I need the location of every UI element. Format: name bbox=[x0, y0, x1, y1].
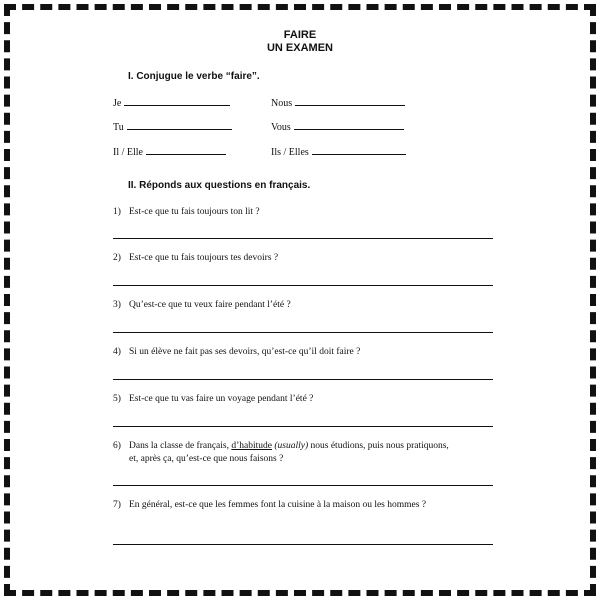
title-line-1: FAIRE bbox=[283, 29, 317, 41]
conj-vous-label: Vous bbox=[271, 122, 291, 133]
conj-je bbox=[113, 96, 230, 109]
question-text: Est-ce que tu fais toujours ton lit ? bbox=[129, 207, 260, 217]
question-number: 7) bbox=[113, 500, 121, 510]
question-6 bbox=[113, 440, 493, 468]
title-line-2: UN EXAMEN bbox=[266, 42, 333, 54]
question-text-part: Dans la classe de français, bbox=[129, 441, 232, 451]
answer-line-1[interactable] bbox=[113, 238, 493, 239]
question-number: 5) bbox=[113, 394, 121, 404]
answer-line-6[interactable] bbox=[113, 485, 493, 486]
conj-tu-label: Tu bbox=[113, 122, 124, 133]
conj-ils-label: Ils / Elles bbox=[271, 147, 309, 158]
question-number: 4) bbox=[113, 347, 121, 357]
answer-line-2[interactable] bbox=[113, 285, 493, 286]
question-text: Qu’est-ce que tu veux faire pendant l’été ? bbox=[129, 300, 291, 310]
question-number: 1) bbox=[113, 207, 121, 217]
question-text: Si un élève ne fait pas ses devoirs, qu’est-ce qu’il doit faire ? bbox=[129, 347, 361, 357]
conj-tu bbox=[113, 120, 232, 133]
italic-translation: (usually) bbox=[274, 441, 309, 451]
conj-je-label: Je bbox=[113, 98, 122, 109]
question-number: 3) bbox=[113, 300, 121, 310]
conj-tu-blank[interactable] bbox=[127, 120, 232, 130]
question-text: Est-ce que tu fais toujours tes devoirs ? bbox=[129, 253, 279, 263]
conj-ils-blank[interactable] bbox=[312, 145, 406, 155]
conj-il-blank[interactable] bbox=[146, 145, 226, 155]
answer-line-7[interactable] bbox=[113, 544, 493, 545]
underlined-term: d’habitude bbox=[231, 441, 272, 451]
conj-je-blank[interactable] bbox=[124, 96, 230, 106]
conj-nous-blank[interactable] bbox=[295, 96, 405, 106]
question-text: Est-ce que tu vas faire un voyage pendant l’été ? bbox=[129, 394, 314, 404]
question-text: En général, est-ce que les femmes font la cuisine à la maison ou les hommes ? bbox=[129, 500, 427, 510]
conj-vous bbox=[271, 120, 404, 133]
conj-vous-blank[interactable] bbox=[294, 120, 404, 130]
section-2-heading: II. Réponds aux questions en français. bbox=[128, 180, 311, 191]
question-text bbox=[129, 440, 493, 466]
question-number: 6) bbox=[113, 441, 121, 451]
question-number: 2) bbox=[113, 253, 121, 263]
conj-nous-label: Nous bbox=[271, 98, 293, 109]
conj-il-label: Il / Elle bbox=[113, 147, 143, 158]
question-text-line-2: et, après ça, qu’est-ce que nous faisons ? bbox=[129, 454, 284, 464]
conj-nous bbox=[271, 96, 405, 109]
answer-line-4[interactable] bbox=[113, 379, 493, 380]
conj-ils bbox=[271, 145, 406, 158]
conj-il bbox=[113, 145, 226, 158]
answer-line-3[interactable] bbox=[113, 332, 493, 333]
answer-line-5[interactable] bbox=[113, 426, 493, 427]
section-1-heading: I. Conjugue le verbe “faire”. bbox=[128, 71, 260, 82]
question-text-part: nous étudions, puis nous pratiquons, bbox=[308, 441, 449, 451]
